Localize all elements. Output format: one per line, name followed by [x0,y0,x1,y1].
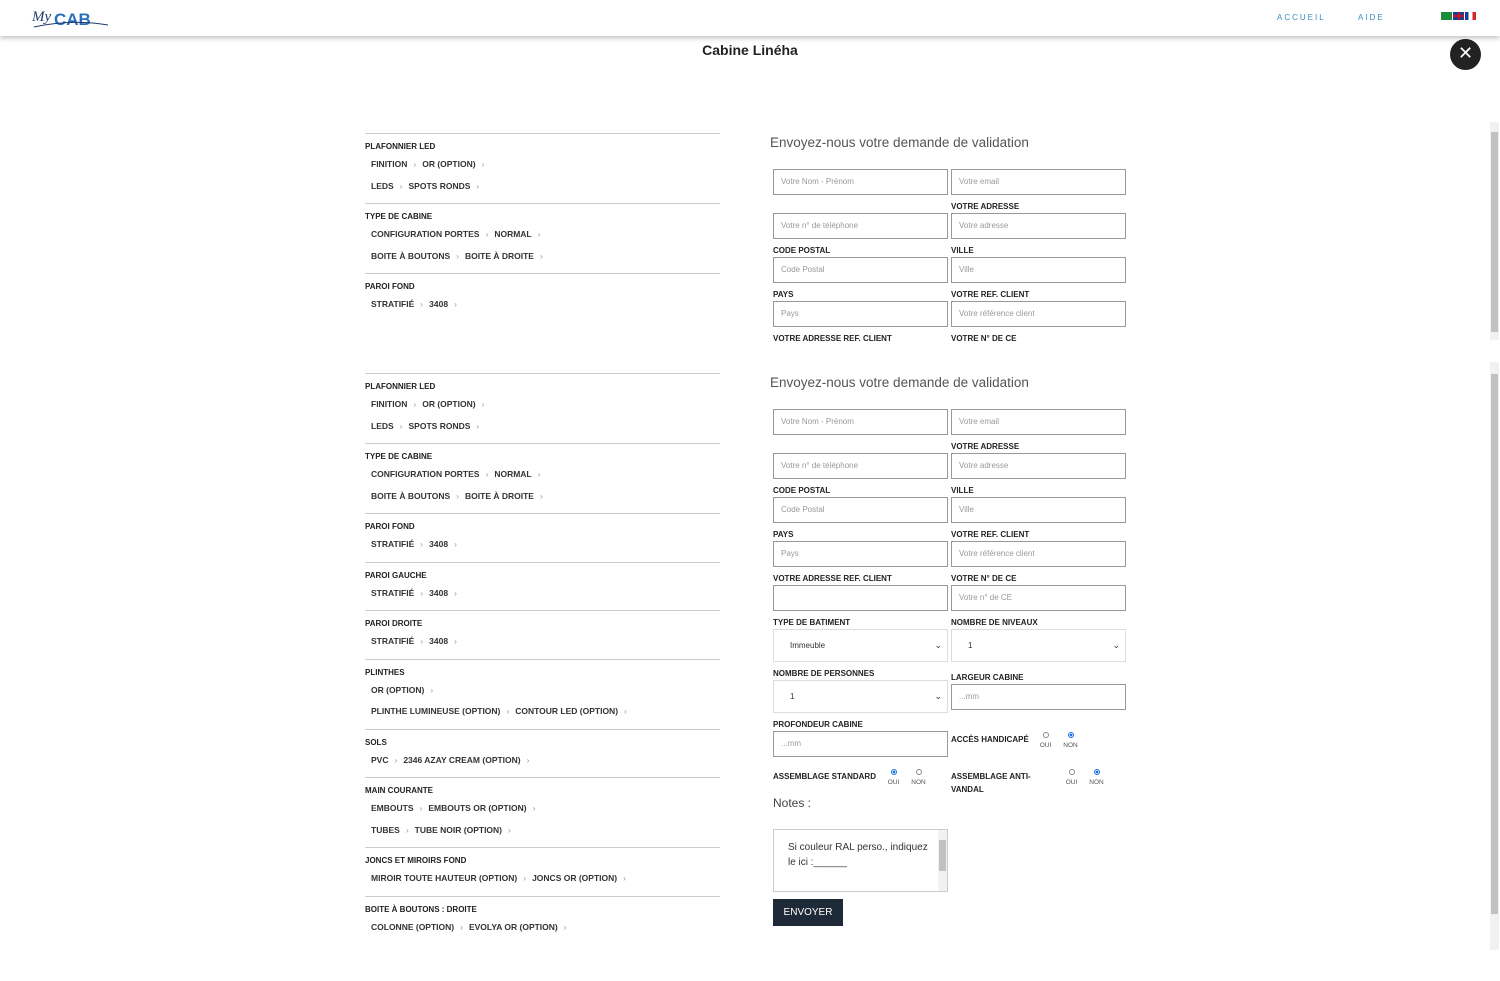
config-group [365,729,720,778]
config-item[interactable]: COLONNE (OPTION) [371,921,455,932]
vandal-label: ASSEMBLAGE ANTI-VANDAL [951,772,1031,794]
vandal-non-radio[interactable] [1084,769,1109,786]
config-item[interactable]: PLINTHE LUMINEUSE (OPTION) [371,706,501,716]
config-item[interactable]: STRATIFIÉ [371,539,415,549]
page-title: Cabine Linéha [702,42,798,58]
building-select[interactable] [773,629,948,662]
city-input[interactable]: Ville [951,257,1126,283]
handicap-oui-radio[interactable] [1033,732,1058,749]
config-row [365,224,720,246]
chevron-right-icon: › [420,539,424,549]
config-item[interactable]: BOITE À DROITE [465,250,534,261]
config-item[interactable]: CONFIGURATION PORTES [371,229,480,239]
city-label: VILLE [951,486,974,495]
config-item[interactable]: 3408 [429,539,449,549]
ref-label: VOTRE REF. CLIENT [951,290,1030,299]
address-label: VOTRE ADRESSE [951,202,1020,211]
config-item[interactable]: SPOTS RONDS [408,180,471,191]
config-item[interactable]: 3408 [429,299,449,309]
chevron-right-icon: › [413,399,417,409]
chevron-right-icon: › [399,180,403,191]
config-item[interactable]: OR (OPTION) [371,684,425,695]
chevron-down-icon: ⌄ [934,640,942,650]
vandal-oui-radio[interactable] [1059,769,1084,786]
config-group [365,610,720,659]
country-input[interactable]: Pays [773,301,948,327]
name-input[interactable]: Votre Nom - Prénom [773,169,948,195]
config-item[interactable]: 3408 [429,587,449,598]
config-item[interactable]: STRATIFIÉ [371,587,415,598]
config-row [365,394,720,416]
ref-input[interactable]: Votre référence client [951,301,1126,327]
config-item[interactable]: BOITE À BOUTONS [371,250,451,261]
chevron-right-icon: › [454,587,457,598]
persons-select[interactable] [773,680,948,713]
language-flags [1441,12,1476,20]
name-input[interactable]: Votre Nom - Prénom [773,409,948,435]
config-group-title: PLAFONNIER LED [365,382,436,391]
config-item[interactable]: OR (OPTION) [422,399,476,409]
ref-address-input[interactable] [773,585,948,611]
mycab-logo[interactable] [32,5,112,31]
svg-text:CAB: CAB [54,10,91,29]
chevron-right-icon: › [456,250,460,261]
chevron-right-icon: › [506,706,510,716]
config-section-top [0,120,1500,343]
chevron-right-icon: › [460,921,463,932]
config-group [365,133,720,203]
config-row [365,680,720,702]
phone-input[interactable]: Votre n° de téléphone [773,453,948,479]
fr-flag-icon[interactable] [1465,12,1476,20]
country-label: PAYS [773,290,794,299]
building-label: TYPE DE BATIMENT [773,618,851,627]
address-input[interactable]: Votre adresse [951,453,1126,479]
phone-input[interactable]: Votre n° de téléphone [773,213,948,239]
building-value: Immeuble [790,641,826,650]
depth-label: PROFONDEUR CABINE [773,720,863,729]
chevron-right-icon: › [394,754,398,765]
postal-label: CODE POSTAL [773,246,831,255]
chevron-right-icon: › [539,490,543,501]
config-item[interactable]: 2346 AZAY CREAM (OPTION) [403,754,521,765]
radio-selected-icon [1068,732,1074,738]
city-input[interactable]: Ville [951,497,1126,523]
radio-label: NON [1089,779,1104,786]
config-item[interactable]: FINITION [371,399,408,409]
svg-text:My: My [32,9,52,25]
chevron-right-icon: › [454,539,457,549]
chevron-right-icon: › [430,684,434,695]
config-item[interactable]: TUBE NOIR (OPTION) [414,824,503,835]
ref-input[interactable]: Votre référence client [951,541,1126,567]
config-group [365,373,720,443]
chevron-down-icon: ⌄ [934,691,942,701]
config-item[interactable]: NORMAL [494,229,532,239]
persons-label: NOMBRE DE PERSONNES [773,669,875,678]
chevron-right-icon: › [413,159,417,169]
config-section-bottom [0,360,1500,981]
config-row [365,534,720,556]
config-item[interactable]: PVC [371,754,389,765]
nav-aide[interactable]: AIDE [1358,13,1385,22]
postal-input[interactable]: Code Postal [773,497,948,523]
chevron-right-icon: › [624,706,627,716]
chevron-right-icon: › [456,490,460,501]
config-item[interactable]: LEDS [371,420,394,431]
config-group [365,443,720,513]
config-item[interactable]: SPOTS RONDS [408,420,471,431]
notes-text: Si couleur RAL perso., indiquez le ici :______ [788,842,928,868]
config-row [365,416,720,438]
config-item[interactable]: STRATIFIÉ [371,299,415,309]
config-group-title: PLAFONNIER LED [365,142,436,151]
config-group-title: PAROI DROITE [365,619,423,628]
radio-selected-icon [1094,769,1100,775]
validation-form [770,373,1130,926]
width-label: LARGEUR CABINE [951,673,1024,682]
chevron-right-icon: › [419,803,423,813]
config-row [365,176,720,198]
config-row [365,583,720,605]
chevron-right-icon: › [485,469,489,479]
config-row [365,486,720,508]
config-item[interactable]: FINITION [371,159,408,169]
ce-label: VOTRE N° DE CE [951,574,1017,583]
textarea-scrollbar[interactable] [938,830,947,891]
config-group [365,513,720,562]
address-input[interactable]: Votre adresse [951,213,1126,239]
config-item[interactable]: 3408 [429,636,449,646]
config-row [365,750,720,772]
close-icon[interactable]: ✕ [1450,39,1481,70]
chevron-right-icon: › [476,180,480,191]
ref-address-label: VOTRE ADRESSE REF. CLIENT [773,574,892,583]
email-input[interactable]: Votre email [951,169,1126,195]
chevron-right-icon: › [481,159,485,169]
radio-label: NON [911,779,926,786]
config-item[interactable]: BOITE À BOUTONS [371,490,451,501]
config-item[interactable]: NORMAL [494,469,532,479]
postal-input[interactable]: Code Postal [773,257,948,283]
chevron-right-icon: › [399,420,403,431]
top-navbar [0,0,1500,36]
config-group-title: TYPE DE CABINE [365,452,433,461]
config-group [365,896,720,945]
radio-label: OUI [1039,742,1052,749]
send-button[interactable]: ENVOYER [773,899,843,926]
config-group-title: MAIN COURANTE [365,786,433,795]
chevron-right-icon: › [526,754,530,765]
chevron-right-icon: › [563,921,567,932]
handicap-label: ACCÈS HANDICAPÉ [951,735,1029,744]
config-group-title: SOLS [365,737,387,747]
country-input[interactable]: Pays [773,541,948,567]
chevron-right-icon: › [537,469,541,479]
levels-select[interactable] [951,629,1126,662]
chevron-right-icon: › [537,229,541,239]
config-group [365,273,720,322]
config-group-title: JONCS ET MIROIRS FOND [365,856,467,865]
persons-value: 1 [790,692,795,701]
config-row [365,917,720,939]
form-title: Envoyez-nous votre demande de validation [770,135,1029,150]
config-group [365,562,720,611]
scrollbar-top[interactable] [1490,122,1499,340]
city-label: VILLE [951,246,974,255]
ref-label: VOTRE REF. CLIENT [951,530,1030,539]
handicap-non-radio[interactable] [1058,732,1083,749]
config-row [365,701,720,723]
chevron-right-icon: › [420,636,424,646]
nav-accueil[interactable]: ACCUEIL [1277,13,1326,22]
config-group [365,203,720,273]
chevron-right-icon: › [623,873,626,883]
config-row [365,631,720,653]
config-item[interactable]: EVOLYA OR (OPTION) [468,921,558,932]
config-group-title: PAROI FOND [365,522,415,531]
std-oui-radio[interactable] [881,769,906,786]
chevron-right-icon: › [539,250,543,261]
config-group-title: PLINTHES [365,667,405,677]
config-item[interactable]: OR (OPTION) [422,159,476,169]
config-row [365,798,720,820]
chevron-right-icon: › [481,399,485,409]
form-title: Envoyez-nous votre demande de validation [770,375,1029,390]
width-input[interactable]: ...mm [951,684,1126,710]
std-label: ASSEMBLAGE STANDARD [773,772,876,781]
config-summary-top [365,133,720,322]
ar-flag-icon[interactable] [1441,12,1452,20]
radio-label: NON [1063,742,1078,749]
notes-textarea[interactable] [773,829,948,892]
country-label: PAYS [773,530,794,539]
chevron-right-icon: › [405,824,409,835]
config-row [365,246,720,268]
config-item[interactable]: JONCS OR (OPTION) [532,873,618,883]
config-item[interactable]: STRATIFIÉ [371,636,415,646]
radio-label: OUI [887,779,900,786]
config-row [365,294,720,316]
chevron-right-icon: › [476,420,480,431]
validation-form-top [770,133,1130,345]
radio-icon [1069,769,1075,775]
config-item[interactable]: LEDS [371,180,394,191]
config-item[interactable]: TUBES [371,824,400,835]
config-item[interactable]: BOITE À DROITE [465,490,534,501]
email-input[interactable]: Votre email [951,409,1126,435]
chevron-right-icon: › [532,803,536,813]
notes-label: Notes : [773,796,812,810]
radio-selected-icon [891,769,897,775]
radio-label: OUI [1065,779,1078,786]
chevron-right-icon: › [420,299,424,309]
config-group [365,847,720,896]
config-group-title: PAROI GAUCHE [365,570,427,580]
config-row [365,154,720,176]
config-row [365,820,720,842]
ce-input[interactable]: Votre n° de CE [951,585,1126,611]
scrollbar-bottom[interactable] [1490,362,1499,950]
config-group-title: PAROI FOND [365,282,415,291]
postal-label: CODE POSTAL [773,486,831,495]
config-item[interactable]: MIROIR TOUTE HAUTEUR (OPTION) [371,873,518,883]
config-item[interactable]: CONTOUR LED (OPTION) [515,706,619,716]
config-row [365,464,720,486]
config-item[interactable]: CONFIGURATION PORTES [371,469,480,479]
std-non-radio[interactable] [906,769,931,786]
depth-input[interactable]: ...mm [773,731,948,757]
radio-icon [1043,732,1049,738]
ce-label: VOTRE N° DE CE [951,334,1017,343]
radio-icon [916,769,922,775]
chevron-right-icon: › [485,229,489,239]
config-group [365,777,720,847]
config-summary-bottom [365,373,720,944]
config-group-title: TYPE DE CABINE [365,212,433,221]
config-row [365,868,720,890]
config-item[interactable]: EMBOUTS [371,803,414,813]
config-item[interactable]: EMBOUTS OR (OPTION) [428,803,527,813]
chevron-right-icon: › [454,636,457,646]
chevron-down-icon: ⌄ [1112,640,1120,650]
en-flag-icon[interactable] [1453,12,1464,20]
chevron-right-icon: › [508,824,511,835]
chevron-right-icon: › [523,873,527,883]
config-group [365,659,720,729]
chevron-right-icon: › [420,587,424,598]
levels-value: 1 [968,641,973,650]
address-label: VOTRE ADRESSE [951,442,1020,451]
levels-label: NOMBRE DE NIVEAUX [951,618,1038,627]
config-group-title: BOITE À BOUTONS : DROITE [365,904,477,914]
chevron-right-icon: › [454,299,457,309]
ref-address-label: VOTRE ADRESSE REF. CLIENT [773,334,892,343]
